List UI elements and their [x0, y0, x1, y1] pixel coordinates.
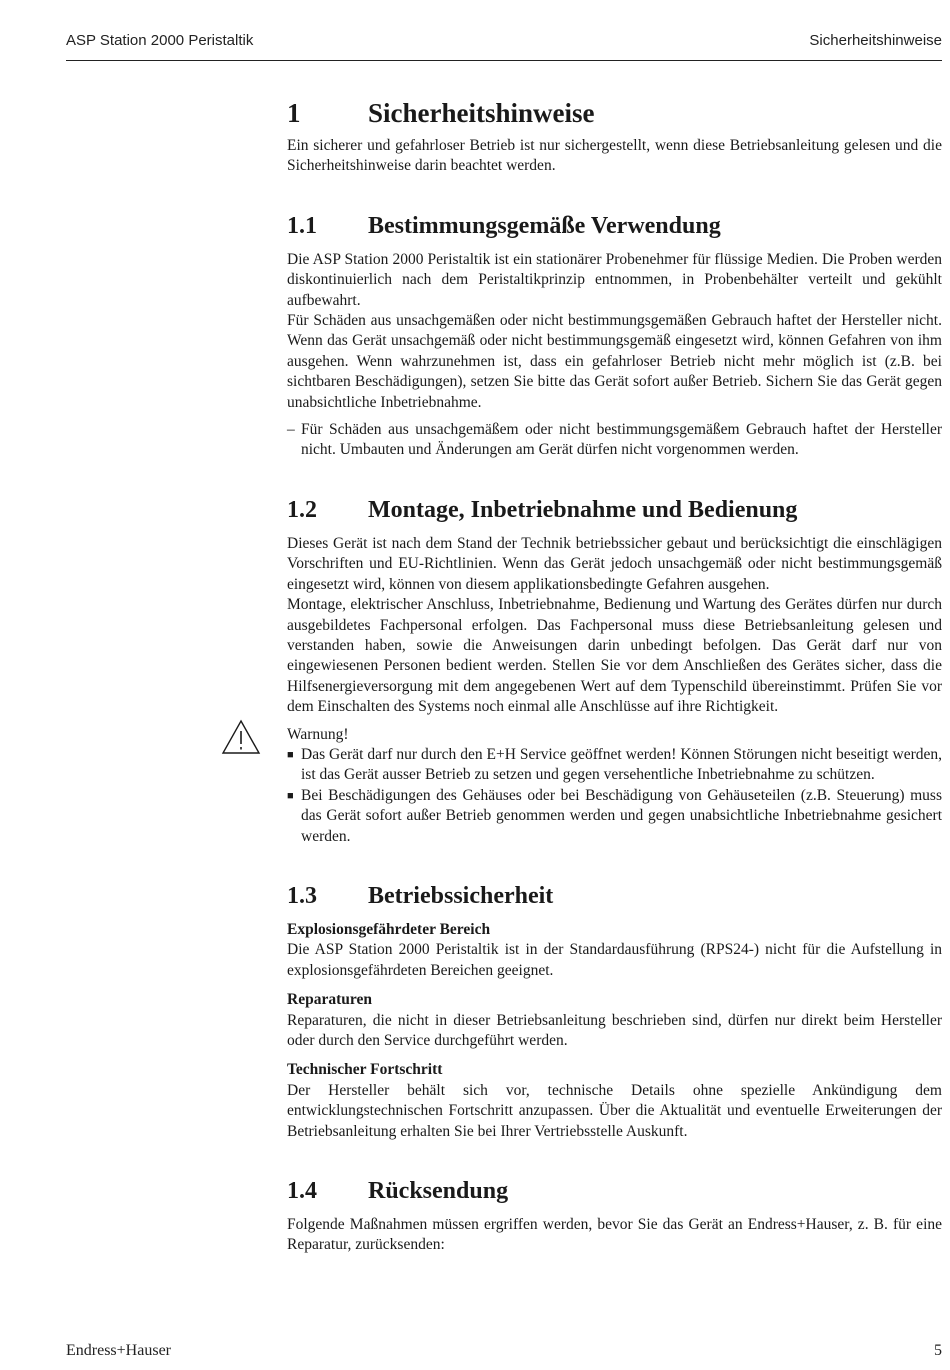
section-number: 1.1 — [287, 212, 317, 239]
page-number: 5 — [934, 1342, 942, 1359]
list-item-text: Bei Beschädigungen des Gehäuses oder bei Beschädigung von Gehäuseteilen (z.B. Steuerung) muss das Gerät sofort außer Betrieb genommen werden und gegen unabsichtliche Inbetriebnahme gesichert werden. — [301, 786, 942, 845]
bullet-marker: ■ — [287, 748, 294, 761]
section-1-1-heading — [287, 211, 942, 241]
page-content — [287, 96, 942, 1256]
section-1-2-heading — [287, 495, 942, 525]
dash-marker: – — [287, 421, 295, 439]
header-rule — [66, 60, 942, 61]
section-title: Montage, Inbetriebnahme und Bedienung — [368, 496, 798, 523]
list-item-text: Das Gerät darf nur durch den E+H Service geöffnet werden! Können Störungen nicht beseitigt werden, ist das Gerät ausser Betrieb zu setzen und gegen versehentliche Inbetriebnahme zu schützen. — [301, 745, 942, 784]
paragraph: Die ASP Station 2000 Peristaltik ist ein stationärer Probenehmer für flüssige Medien. Die Proben werden diskontinuierlich nach dem Peristaltikprinzip entnommen, in Probenbehälter verteilt und gekühlt aufbewahrt. — [287, 250, 942, 309]
subheading: Explosionsgefährdeter Bereich — [287, 920, 491, 938]
paragraph: Der Hersteller behält sich vor, technische Details ohne spezielle Ankündigung dem entwicklungstechnischen Fortschritt anzupassen. Über die Aktualität und eventuelle Erweiterungen der Betriebsanleitung erhalten Sie bei Ihrer Vertriebsstelle Auskunft. — [287, 1081, 942, 1140]
section-title: Sicherheitshinweise — [368, 98, 595, 128]
section-title: Bestimmungsgemäße Verwendung — [368, 212, 721, 239]
section-1-4-heading — [287, 1176, 942, 1206]
section-number: 1.3 — [287, 882, 317, 909]
warning-title: Warnung! — [287, 725, 349, 743]
paragraph: Montage, elektrischer Anschluss, Inbetriebnahme, Bedienung und Wartung des Gerätes dürfen nur durch ausgebildetes Fachpersonal erfolgen. Das Fachpersonal muss diese Betriebsanleitung gelesen und verstanden haben, sowie die Anweisungen darin unbedingt befolgen. Das Gerät darf nur von eingewiesenen Personen bedient werden. Stellen Sie vor dem Anschließen des Gerätes sicher, dass die Hilfsenergieversorgung mit dem angegebenen Wert auf dem Typenschild übereinstimmt. Prüfen Sie vor dem Einschalten des Systems noch einmal alle Anschlüsse auf ihre Richtigkeit. — [287, 596, 942, 716]
list-item — [287, 786, 942, 847]
section-1-intro: Ein sicherer und gefahrloser Betrieb ist nur sichergestellt, wenn diese Betriebsanleitung gelesen und die Sicherheitshinweise darin beachtet werden. — [287, 137, 942, 175]
section-1-heading — [287, 96, 942, 130]
subheading: Technischer Fortschritt — [287, 1061, 443, 1079]
footer-company: Endress+Hauser — [66, 1342, 171, 1359]
warning-block — [287, 725, 942, 847]
paragraph: Für Schäden aus unsachgemäßen oder nicht bestimmungsgemäßen Gebrauch haftet der Hersteller nicht. Wenn das Gerät unsachgemäß oder nicht bestimmungsgemäß eingesetzt wird, können Gefahren von ihm ausgehen. Wenn wahrzunehmen ist, dass ein gefahrloser Betrieb nicht mehr möglich ist (z.B. bei sichtbaren Beschädigungen), setzen Sie bitte das Gerät sofort außer Betrieb. Sichern Sie das Gerät gegen unabsichtliche Inbetriebnahme. — [287, 312, 942, 411]
section-title: Rücksendung — [368, 1178, 509, 1205]
dash-list-item — [287, 420, 942, 461]
section-number: 1.4 — [287, 1178, 317, 1205]
section-1-3-heading — [287, 881, 942, 911]
section-number: 1 — [287, 98, 301, 128]
subheading: Reparaturen — [287, 991, 372, 1009]
warning-triangle-icon — [221, 719, 261, 755]
dash-item-text: Für Schäden aus unsachgemäßem oder nicht bestimmungsgemäßem Gebrauch haftet der Hersteller nicht. Umbauten und Änderungen am Gerät dürfen nicht vorgenommen werden. — [301, 421, 942, 459]
bullet-marker: ■ — [287, 789, 294, 802]
paragraph: Folgende Maßnahmen müssen ergriffen werden, bevor Sie das Gerät an Endress+Hauser, z. B. für eine Reparatur, zurücksenden: — [287, 1216, 942, 1254]
header-doc-title: ASP Station 2000 Peristaltik — [66, 32, 254, 49]
list-item — [287, 745, 942, 786]
section-number: 1.2 — [287, 496, 317, 523]
header-section-title: Sicherheitshinweise — [809, 32, 942, 49]
section-title: Betriebssicherheit — [368, 882, 554, 909]
paragraph: Dieses Gerät ist nach dem Stand der Technik betriebssicher gebaut und berücksichtigt die einschlägigen Vorschriften und EU-Richtlinien. Wenn das Gerät jedoch unsachgemäß oder nicht bestimmungsgemäß eingesetzt wird, können von diesem applikationsbedingte Gefahren ausgehen. — [287, 534, 942, 593]
paragraph: Die ASP Station 2000 Peristaltik ist in der Standardausführung (RPS24-) nicht für die Aufstellung in explosionsgefährdeten Bereichen geeignet. — [287, 941, 942, 979]
paragraph: Reparaturen, die nicht in dieser Betriebsanleitung beschrieben sind, dürfen nur direkt beim Hersteller oder durch den Service durchgeführt werden. — [287, 1011, 942, 1049]
